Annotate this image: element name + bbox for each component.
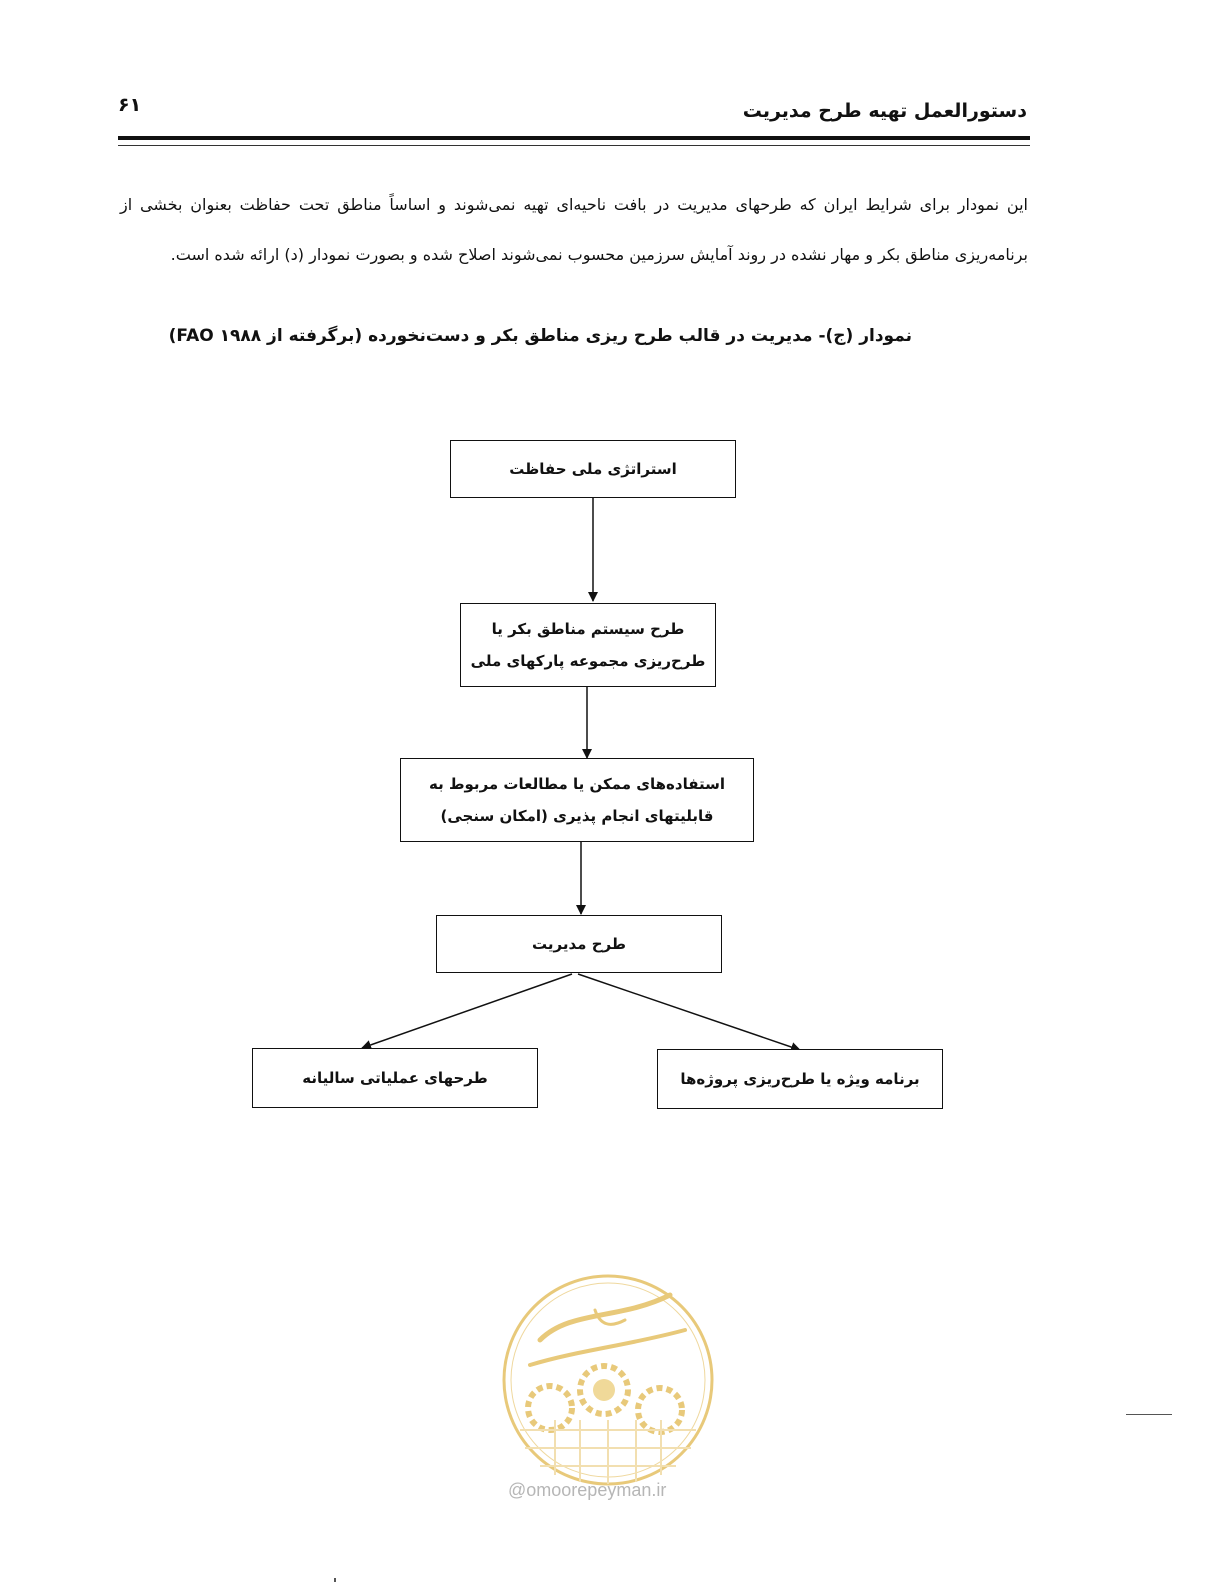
box-wilderness-system [460,603,716,687]
box-special-program-label: برنامه ویژه یا طرح‌ریزی پروژه‌ها [680,1070,920,1088]
box-wilderness-system-line2: طرح‌ریزی مجموعه پارکهای ملی [470,652,706,670]
body-paragraph: این نمودار برای شرایط ایران که طرحهای مدیریت در بافت ناحیه‌ای تهیه نمی‌شوند و اساساً مناطق تحت حفاظت بعنوان بخشی از برنامه‌ریزی مناطق بکر و مهار نشده در روند آمایش سرزمین محسوب نمی‌شوند اصلاح شده و بصورت نمودار (د) ارائه شده است. [120,195,1028,264]
box-feasibility-line1: استفاده‌های ممکن یا مطالعات مربوط به [429,775,726,793]
box-management-plan-label: طرح مدیریت [532,935,626,953]
box-national-strategy [450,440,736,498]
box-special-program [657,1049,943,1109]
box-annual-operational-label: طرحهای عملیاتی سالیانه [302,1069,488,1087]
box-annual-operational [252,1048,538,1108]
arrow-management-to-annual [362,974,572,1048]
box-management-plan [436,915,722,973]
box-feasibility [400,758,754,842]
box-feasibility-line2: قابلیتهای انجام پذیری (امکان سنجی) [440,807,714,825]
scan-mark-small [334,1578,336,1582]
arrow-management-to-special [578,974,800,1050]
document-header-title: دستورالعمل تهیه طرح مدیریت [742,100,1027,122]
box-national-strategy-label: استراتژی ملی حفاظت [509,460,677,478]
box-wilderness-system-line1: طرح سیستم مناطق بکر یا [491,620,685,638]
page-number: ۶۱ [118,94,142,116]
figure-caption: نمودار (ج)- مدیریت در قالب طرح ریزی مناطق بکر و دست‌نخورده (برگرفته از FAO ۱۹۸۸) [168,326,912,346]
scan-mark [1126,1414,1172,1415]
watermark-logo [500,1270,716,1510]
watermark-url: @omoorepeyman.ir [508,1480,667,1500]
